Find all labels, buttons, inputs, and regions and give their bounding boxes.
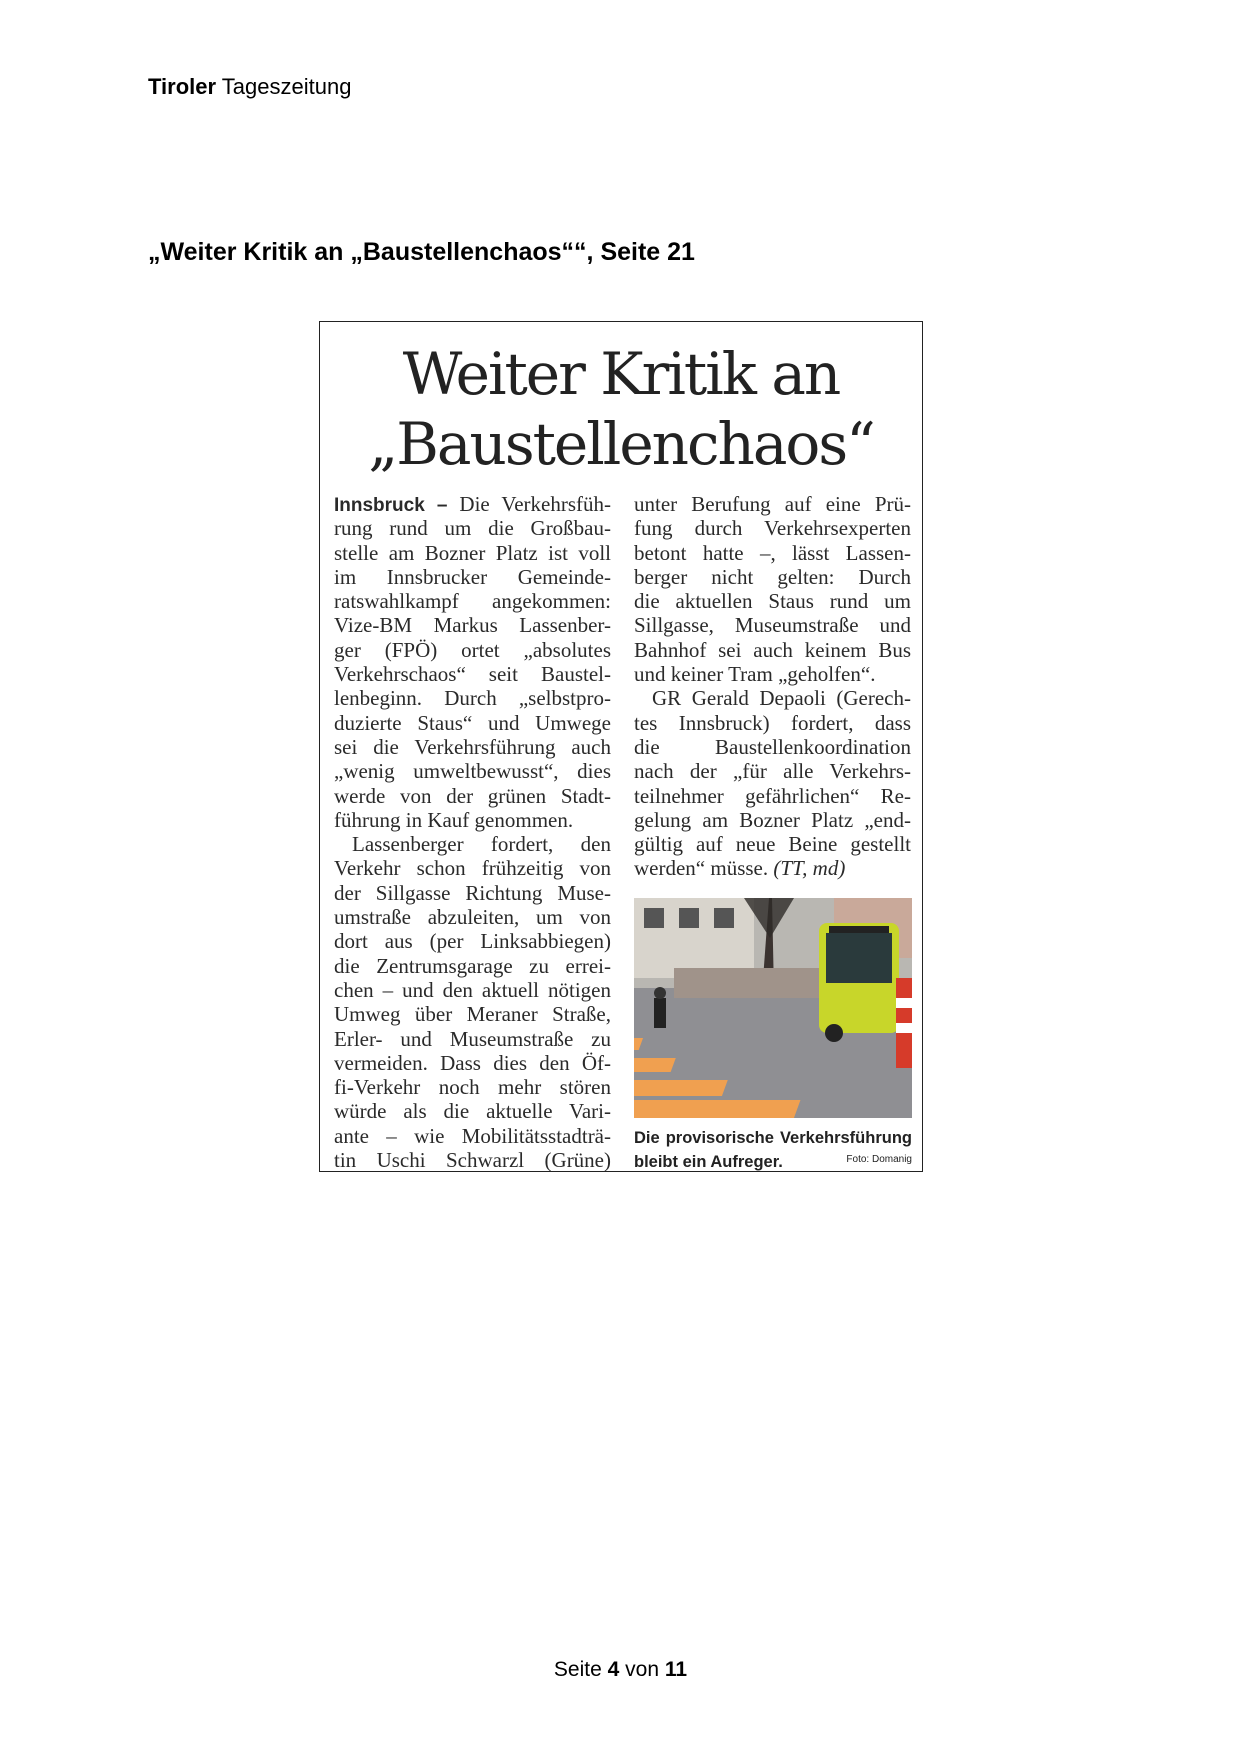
text-fragment: fi-Verkehr noch mehr stören (334, 1075, 611, 1100)
text-line (634, 565, 911, 589)
text-fragment: werden“ müsse. (634, 856, 769, 881)
text-line (634, 541, 911, 565)
text-fragment: der Sillgasse Richtung Muse- (334, 880, 611, 905)
text-fragment: berger nicht gelten: Durch (634, 564, 911, 589)
text-line (334, 784, 611, 808)
text-line (334, 905, 611, 929)
text-fragment: stelle am Bozner Platz ist voll (334, 540, 611, 565)
text-fragment: Verkehr schon frühzeitig von (334, 856, 611, 881)
text-line (634, 735, 911, 759)
page-prefix: Seite (553, 1658, 602, 1681)
text-line (634, 759, 911, 783)
text-fragment: betont hatte –, lässt Lassen- (634, 540, 911, 565)
text-fragment: lenbeginn. Durch „selbstpro- (334, 686, 611, 711)
text-line (334, 1075, 611, 1099)
text-line (334, 1002, 611, 1026)
article-reference-title: „Weiter Kritik an „Baustellenchaos““, Seite 21 (148, 238, 695, 266)
text-fragment: Sillgasse, Museumstraße und (634, 613, 911, 638)
text-line (634, 516, 911, 540)
text-line (334, 1027, 611, 1051)
text-fragment: duzierte Staus“ und Umwege (334, 710, 611, 735)
text-line (334, 832, 611, 856)
text-fragment: teilnehmer gefährlichen“ Re- (634, 783, 911, 808)
text-fragment: ante – wie Mobilitätsstadträ- (334, 1123, 611, 1148)
photo-credit: Foto: Domanig (846, 1154, 912, 1165)
total-pages: 11 (664, 1658, 688, 1681)
text-line (334, 711, 611, 735)
text-fragment: GR Gerald Depaoli (Gerech- (652, 686, 911, 711)
text-fragment: tin Uschi Schwarzl (Grüne) (334, 1148, 611, 1173)
text-line (334, 565, 611, 589)
text-line (334, 638, 611, 662)
text-line (634, 686, 911, 710)
text-line (334, 613, 611, 637)
current-page: 4 (607, 1658, 620, 1681)
text-fragment: sei die Verkehrsführung auch (334, 734, 611, 759)
text-fragment: die aktuellen Staus rund um (634, 589, 911, 614)
text-line (634, 808, 911, 832)
text-fragment: fung durch Verkehrsexperten (634, 516, 911, 541)
text-fragment: die Zentrumsgarage zu errei- (334, 953, 611, 978)
newspaper-name (148, 74, 351, 100)
text-line (334, 735, 611, 759)
text-line (634, 832, 911, 856)
text-fragment: ratswahlkampf angekommen: (334, 589, 611, 614)
text-fragment: „wenig umweltbewusst“, dies (334, 759, 611, 784)
text-fragment: rung rund um die Großbau- (334, 516, 611, 541)
text-fragment: führung in Kauf genommen. (334, 807, 574, 832)
page-number (0, 1658, 1241, 1682)
text-line (334, 1124, 611, 1148)
text-line (334, 1099, 611, 1123)
text-fragment: gelung am Bozner Platz „end- (634, 807, 911, 832)
photo-caption (634, 1126, 912, 1174)
text-line (634, 662, 911, 686)
caption-line-1: Die provisorische Verkehrsführung (634, 1129, 912, 1147)
text-fragment: dort aus (per Linksabbiegen) (334, 929, 611, 954)
text-fragment: vermeiden. Dass dies den Öf- (334, 1050, 611, 1075)
text-fragment: gültig auf neue Beine gestellt (634, 832, 911, 857)
text-line (334, 978, 611, 1002)
text-fragment: nach der „für alle Verkehrs- (634, 759, 911, 784)
text-fragment: chen – und den aktuell nötigen (334, 977, 611, 1002)
brand-bold: Tiroler (148, 74, 217, 99)
text-fragment: ger (FPÖ) ortet „absolutes (334, 637, 611, 662)
headline-line-2: „Baustellenchaos“ (368, 410, 874, 478)
text-fragment: unter Berufung auf eine Prü- (634, 492, 911, 516)
text-line (334, 856, 611, 880)
text-line (334, 662, 611, 686)
text-line (334, 541, 611, 565)
dateline: Innsbruck – (334, 495, 448, 516)
text-fragment: Die Verkehrsfüh- (447, 492, 611, 516)
text-line (634, 711, 911, 735)
text-line (334, 589, 611, 613)
text-fragment: Umweg über Meraner Straße, (334, 1002, 611, 1027)
text-line (634, 784, 911, 808)
text-line (334, 1051, 611, 1075)
text-fragment: würde als die aktuelle Vari- (334, 1099, 611, 1124)
author-signature: (TT, md) (773, 856, 846, 881)
text-line (634, 638, 911, 662)
text-line (334, 881, 611, 905)
text-line (334, 516, 611, 540)
headline-line-1: Weiter Kritik an (402, 340, 840, 408)
text-line (634, 492, 911, 516)
article-photo (634, 898, 912, 1118)
text-line (334, 759, 611, 783)
text-fragment: die Baustellenkoordination (634, 734, 911, 759)
text-fragment: Lassenberger fordert, den (352, 832, 611, 857)
street-bus-photo (634, 898, 912, 1118)
text-line (334, 929, 611, 953)
text-fragment: Verkehrschaos“ seit Baustel- (334, 662, 611, 687)
text-fragment: Vize-BM Markus Lassenber- (334, 613, 611, 638)
text-fragment: werde von der grünen Stadt- (334, 783, 611, 808)
text-line (334, 808, 611, 832)
text-line (634, 613, 911, 637)
text-line (634, 589, 911, 613)
text-fragment: Bahnhof sei auch keinem Bus (634, 637, 911, 662)
newspaper-clipping (319, 321, 923, 1172)
text-fragment: umstraße abzuleiten, um von (334, 905, 611, 930)
text-fragment: Erler- und Museumstraße zu (334, 1026, 611, 1051)
caption-line-2: bleibt ein Aufreger. (634, 1153, 783, 1171)
text-line (634, 856, 911, 880)
text-fragment: tes Innsbruck) fordert, dass (634, 710, 911, 735)
text-line (334, 492, 611, 516)
right-column (634, 492, 911, 881)
text-fragment: im Innsbrucker Gemeinde- (334, 564, 611, 589)
text-line (334, 686, 611, 710)
page-middle: von (625, 1658, 660, 1681)
left-column (334, 492, 611, 1172)
text-fragment: und keiner Tram „geholfen“. (634, 662, 876, 687)
text-line (334, 954, 611, 978)
brand-rest: Tageszeitung (221, 74, 352, 99)
text-line (334, 1148, 611, 1172)
